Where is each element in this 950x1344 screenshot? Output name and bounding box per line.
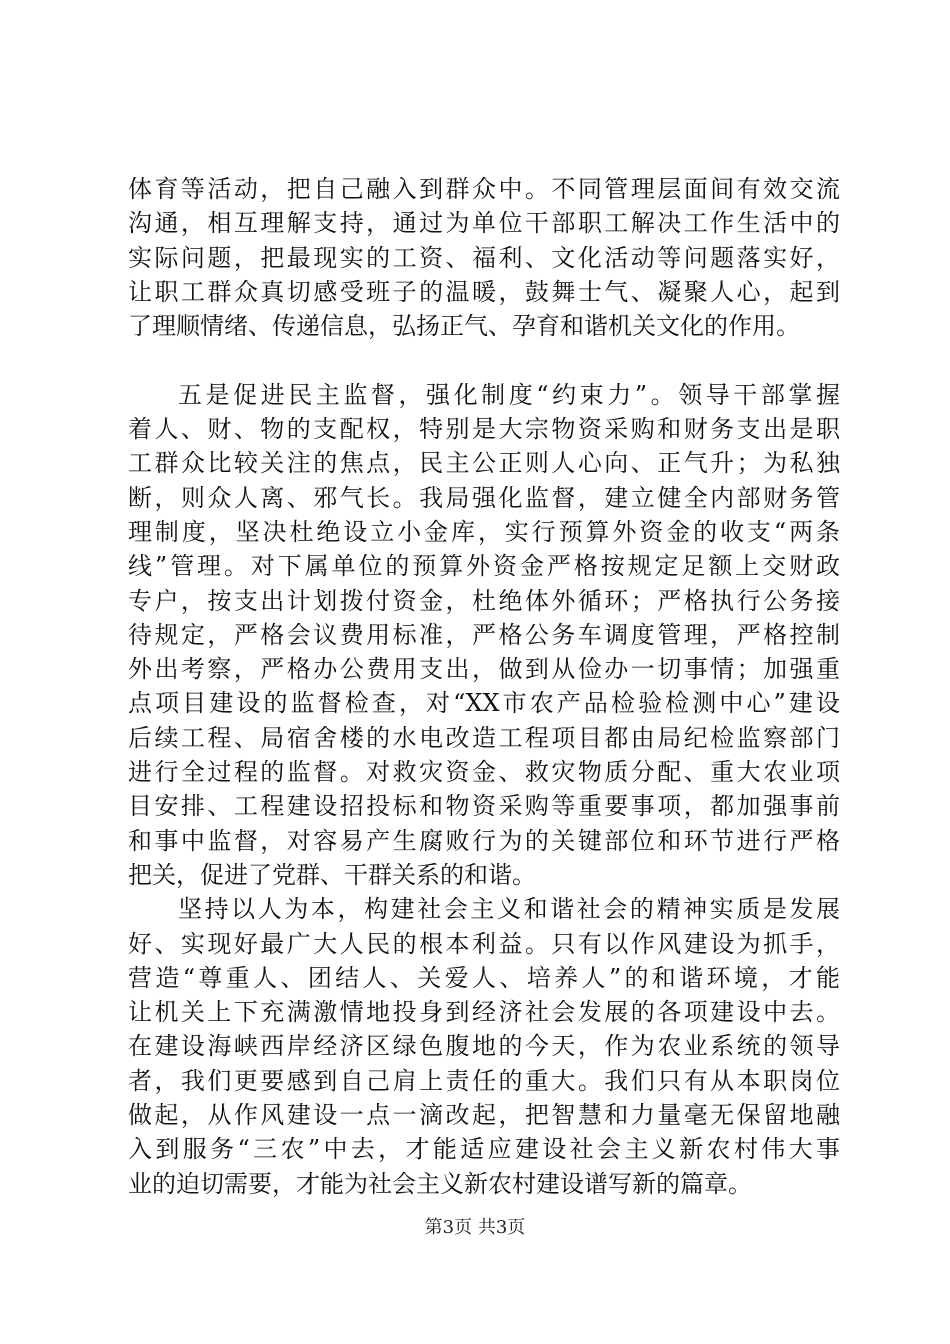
text-line: 营造“尊重人、团结人、关爱人、培养人”的和谐环境，才能 (128, 963, 840, 992)
text-line: 沟通，相互理解支持，通过为单位干部职工解决工作生活中的 (128, 209, 840, 238)
text-line: 好、实现好最广大人民的根本利益。只有以作风建设为抓手， (128, 929, 840, 958)
text-line: 让职工群众真切感受班子的温暖，鼓舞士气、凝聚人心，起到 (128, 277, 840, 306)
text-line: 让机关上下充满激情地投身到经济社会发展的各项建设中去。 (128, 998, 840, 1027)
text-line: 实际问题，把最现实的工资、福利、文化活动等问题落实好， (128, 243, 840, 272)
text-line: 做起，从作风建设一点一滴改起，把智慧和力量毫无保留地融 (128, 1101, 840, 1130)
text-line: 后续工程、局宿舍楼的水电改造工程项目都由局纪检监察部门 (128, 723, 840, 752)
paragraph-gap (128, 343, 840, 377)
text-line: 理制度，坚决杜绝设立小金库，实行预算外资金的收支“两条 (128, 517, 840, 546)
text-line: 者，我们更要感到自己肩上责任的重大。我们只有从本职岗位 (128, 1066, 840, 1095)
text-line: 五是促进民主监督，强化制度“约束力”。领导干部掌握 (178, 380, 840, 409)
text-line: 线”管理。对下属单位的预算外资金严格按规定足额上交财政 (128, 552, 840, 581)
text-line: 工群众比较关注的焦点，民主公正则人心向、正气升；为私独 (128, 449, 840, 478)
text-line: 坚持以人为本，构建社会主义和谐社会的精神实质是发展 (178, 895, 840, 924)
text-line: 在建设海峡西岸经济区绿色腹地的今天，作为农业系统的领导 (128, 1032, 840, 1061)
text-line: 点项目建设的监督检查，对“XX市农产品检验检测中心”建设 (128, 689, 840, 718)
document-body (128, 172, 840, 1201)
text-line: 外出考察，严格办公费用支出，做到从俭办一切事情；加强重 (128, 655, 840, 684)
text-line: 待规定，严格会议费用标准，严格公务车调度管理，严格控制 (128, 620, 840, 649)
text-line: 了理顺情绪、传递信息，弘扬正气、孕育和谐机关文化的作用。 (128, 312, 800, 341)
page-footer: 第3页 共3页 (424, 1217, 526, 1238)
text-line: 专户，按支出计划拨付资金，杜绝体外循环；严格执行公务接 (128, 586, 840, 615)
text-line: 目安排、工程建设招投标和物资采购等重要事项，都加强事前 (128, 792, 840, 821)
text-line: 把关，促进了党群、干群关系的和谐。 (128, 860, 536, 889)
text-line: 着人、财、物的支配权，特别是大宗物资采购和财务支出是职 (128, 415, 840, 444)
text-line: 进行全过程的监督。对救灾资金、救灾物质分配、重大农业项 (128, 758, 840, 787)
text-line: 体育等活动，把自己融入到群众中。不同管理层面间有效交流 (128, 175, 840, 203)
text-line: 业的迫切需要，才能为社会主义新农村建设谱写新的篇章。 (128, 1169, 752, 1198)
text-line: 断，则众人离、邪气长。我局强化监督，建立健全内部财务管 (128, 483, 840, 512)
text-line: 入到服务“三农”中去，才能适应建设社会主义新农村伟大事 (128, 1135, 840, 1164)
text-line: 和事中监督，对容易产生腐败行为的关键部位和环节进行严格 (128, 826, 840, 855)
